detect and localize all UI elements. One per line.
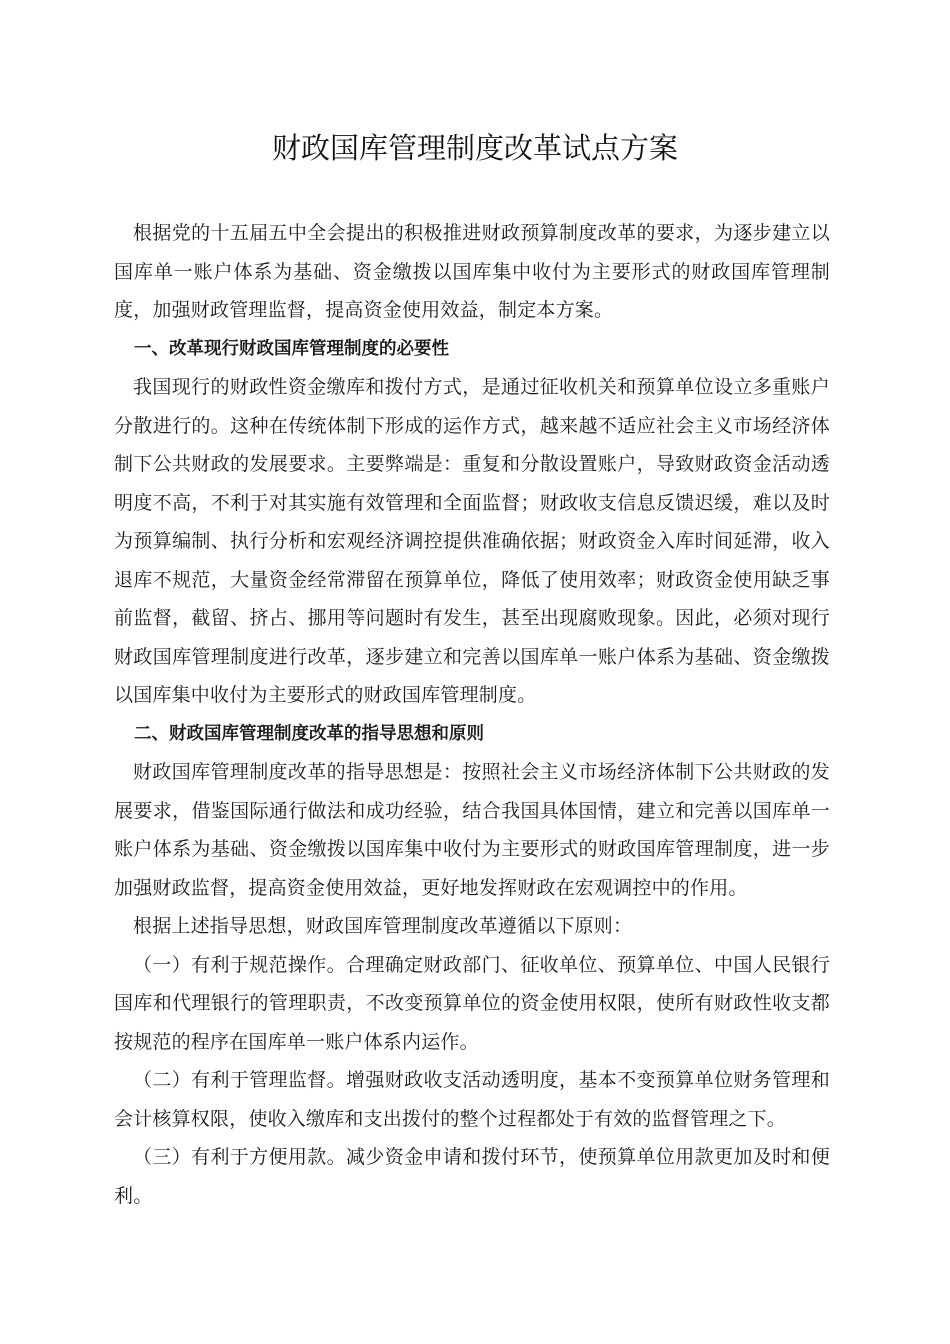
- document-title: 财政国库管理制度改革试点方案: [271, 131, 678, 165]
- principle-3-paragraph: （三）有利于方便用款。减少资金申请和拨付环节，使预算单位用款更加及时和便利。: [114, 1146, 830, 1207]
- document-body: [114, 214, 830, 1215]
- intro-paragraph: 根据党的十五届五中全会提出的积极推进财政预算制度改革的要求，为逐步建立以国库单一账户体系为基础、资金缴拨以国库集中收付为主要形式的财政国库管理制度，加强财政管理监督，提高资金使用效益，制定本方案。: [114, 222, 830, 321]
- section-heading-1: 一、改革现行财政国库管理制度的必要性: [134, 338, 449, 359]
- principles-intro-paragraph: 根据上述指导思想，财政国库管理制度改革遵循以下原则：: [133, 915, 633, 937]
- principle-1-paragraph: （一）有利于规范操作。合理确定财政部门、征收单位、预算单位、中国人民银行国库和代理银行的管理职责，不改变预算单位的资金使用权限，使所有财政性收支都按规范的程序在国库单一账户体系内运作。: [114, 953, 830, 1053]
- principle-2-paragraph: （二）有利于管理监督。增强财政收支活动透明度，基本不变预算单位财务管理和会计核算权限，使收入缴库和支出拨付的整个过程都处于有效的监督管理之下。: [114, 1069, 830, 1130]
- section-heading-2: 二、财政国库管理制度改革的指导思想和原则: [134, 723, 484, 744]
- section-1-paragraph: 我国现行的财政性资金缴库和拨付方式，是通过征收机关和预算单位设立多重账户分散进行的。这种在传统体制下形成的运作方式，越来越不适应社会主义市场经济体制下公共财政的发展要求。主要弊端是：重复和分散设置账户，导致财政资金活动透明度不高，不利于对其实施有效管理和全面监督；财政收支信息反馈迟缓，难以及时为预算编制、执行分析和宏观经济调控提供准确依据；财政资金入库时间延滞，收入退库不规范，大量资金经常滞留在预算单位，降低了使用效率；财政资金使用缺乏事前监督，截留、挤占、挪用等问题时有发生，甚至出现腐败现象。因此，必须对现行财政国库管理制度进行改革，逐步建立和完善以国库单一账户体系为基础、资金缴拨以国库集中收付为主要形式的财政国库管理制度。: [114, 376, 830, 706]
- guiding-ideology-paragraph: 财政国库管理制度改革的指导思想是：按照社会主义市场经济体制下公共财政的发展要求，借鉴国际通行做法和成功经验，结合我国具体国情，建立和完善以国库单一账户体系为基础、资金缴拨以国库集中收付为主要形式的财政国库管理制度，进一步加强财政监督，提高资金使用效益，更好地发挥财政在宏观调控中的作用。: [114, 761, 830, 899]
